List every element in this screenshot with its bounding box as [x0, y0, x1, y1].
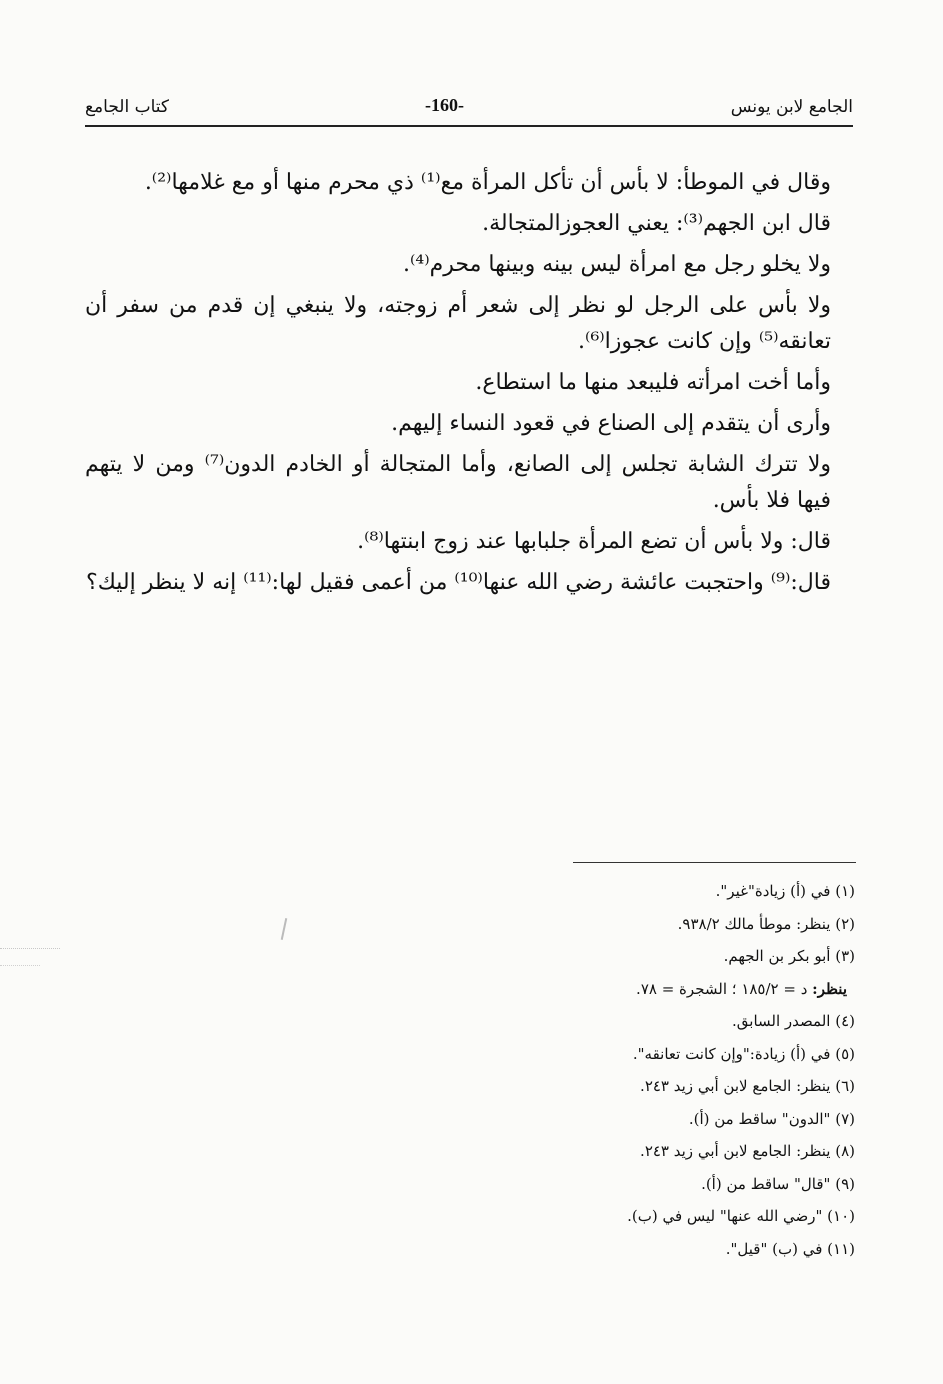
scan-margin-noise [0, 948, 60, 953]
paragraph: ولا تترك الشابة تجلس إلى الصانع، وأما المتجالة أو الخادم الدون⁽⁷⁾ ومن لا يتهم فيها فلا بأس. [85, 452, 831, 513]
page-header [85, 95, 853, 127]
paragraph: قال: ولا بأس أن تضع المرأة جلبابها عند زوج ابنتها⁽⁸⁾. [357, 529, 831, 554]
footnote: (٥) في (أ) زيادة:"وإن كانت تعانقه". [632, 1044, 855, 1063]
footnote: (٤) المصدر السابق. [732, 1012, 855, 1030]
footnote: (٨) ينظر: الجامع لابن أبي زيد ٢٤٣. [640, 1142, 855, 1160]
header-chapter-title: كتاب الجامع [85, 97, 170, 117]
footnote: (٢) ينظر: موطأ مالك ٩٣٨/٢. [677, 914, 855, 933]
paragraph: قال:⁽⁹⁾ واحتجبت عائشة رضي الله عنها⁽¹⁰⁾ من أعمى فقيل لها:⁽¹¹⁾ إنه لا ينظر إليك؟ [86, 570, 831, 595]
paragraph: وأرى أن يتقدم إلى الصناع في قعود النساء إليهم. [391, 411, 831, 436]
footnote-separator [573, 862, 856, 863]
footnote: (٩) "قال" ساقط من (أ). [701, 1174, 855, 1193]
footnote: (١) في (أ) زيادة"غير". [715, 882, 855, 900]
footnote-continuation-label: ينظر: [812, 979, 847, 998]
footnote: (١١) في (ب) "قيل". [725, 1239, 855, 1258]
page-number: -160- [425, 95, 464, 115]
footnotes [85, 875, 855, 1265]
footnote: (٣) أبو بكر بن الجهم. [723, 947, 855, 965]
footnote: (٧) "الدون" ساقط من (أ). [688, 1109, 855, 1128]
paragraph: قال ابن الجهم⁽³⁾: يعني العجوزالمتجالة. [482, 211, 831, 236]
paragraph: ولا بأس على الرجل لو نظر إلى شعر أم زوجته، ولا ينبغي إن قدم من سفر أن تعانقه⁽⁵⁾ وإن كانت عجوزا⁽⁶⁾. [85, 293, 831, 354]
footnote-continuation-text: د = ١٨٥/٢ ؛ الشجرة = ٧٨. [636, 979, 808, 998]
main-text [85, 165, 853, 606]
paragraph: ولا يخلو رجل مع امرأة ليس بينه وبينها محرم⁽⁴⁾. [403, 252, 831, 277]
header-book-title: الجامع لابن يونس [730, 97, 853, 117]
footnote: (١٠) "رضي الله عنها" ليس في (ب). [627, 1207, 855, 1225]
footnote: (٦) ينظر: الجامع لابن أبي زيد ٢٤٣. [640, 1077, 855, 1095]
paragraph: وقال في الموطأ: لا بأس أن تأكل المرأة مع⁽¹⁾ ذي محرم منها أو مع غلامها⁽²⁾. [144, 170, 831, 195]
footnote-continuation [85, 973, 855, 1006]
paragraph: وأما أخت امرأته فليبعد منها ما استطاع. [475, 370, 831, 395]
scan-margin-noise [0, 965, 40, 970]
